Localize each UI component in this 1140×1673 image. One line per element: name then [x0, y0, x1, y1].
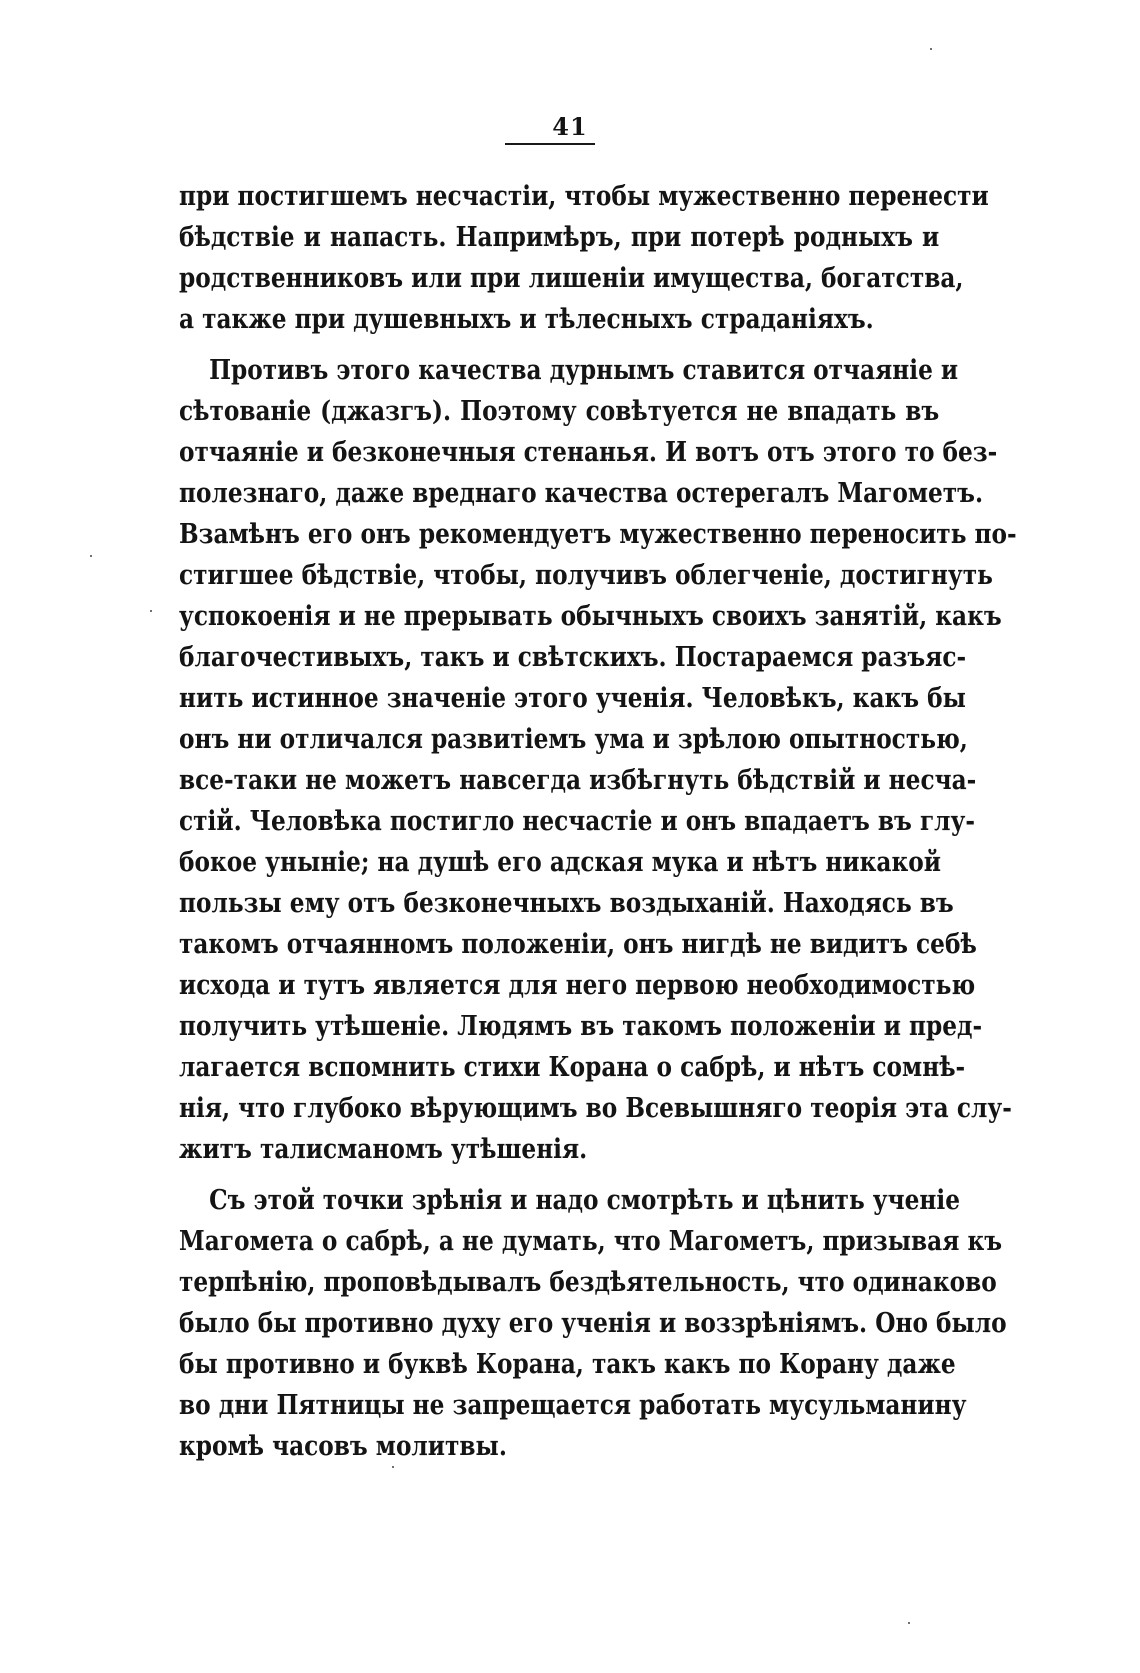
text-line: нія, что глубоко вѣрующимъ во Всевышняго теорія эта слу-: [179, 1093, 1012, 1124]
text-line: при постигшемъ несчастіи, чтобы мужественно перенести: [179, 181, 989, 212]
text-line: успокоенія и не прерывать обычныхъ своихъ занятій, какъ: [179, 601, 1002, 632]
text-line: бѣдствіе и напасть. Напримѣръ, при потерѣ родныхъ и: [179, 222, 940, 253]
scan-speck: [392, 1466, 394, 1468]
paragraph-gap: [179, 340, 939, 350]
text-line: а также при душевныхъ и тѣлесныхъ страданіяхъ.: [179, 304, 874, 335]
text-line: благочестивыхъ, такъ и свѣтскихъ. Постараемся разъяс-: [179, 642, 967, 673]
text-line: получить утѣшеніе. Людямъ въ такомъ положеніи и пред-: [179, 1011, 983, 1042]
scan-speck: [90, 555, 92, 557]
text-line: такомъ отчаянномъ положеніи, онъ нигдѣ не видитъ себѣ: [179, 929, 977, 960]
text-line: все-таки не можетъ навсегда избѣгнуть бѣдствій и несча-: [179, 765, 977, 796]
text-line: было бы противно духу его ученія и воззрѣніямъ. Оно было: [179, 1308, 1007, 1339]
scan-speck: [930, 48, 932, 50]
text-line: терпѣнію, проповѣдывалъ бездѣятельность, что одинаково: [179, 1267, 997, 1298]
text-line: стій. Человѣка постигло несчастіе и онъ впадаетъ въ глу-: [179, 806, 976, 837]
text-line: родственниковъ или при лишеніи имущества, богатства,: [179, 263, 964, 294]
text-line: бокое уныніе; на душѣ его адская мука и нѣтъ никакой: [179, 847, 941, 878]
scan-speck: [150, 610, 152, 612]
paragraph-2: [179, 350, 1017, 1170]
paragraph-3: [179, 1180, 1007, 1467]
text-line: кромѣ часовъ молитвы.: [179, 1431, 507, 1462]
text-line: отчаяніе и безконечныя стенанья. И вотъ отъ этого то без-: [179, 437, 998, 468]
paragraph-gap: [179, 1170, 939, 1180]
header-rule: [505, 143, 595, 145]
body-text: [179, 176, 1017, 1467]
text-line: лагается вспомнить стихи Корана о сабрѣ, и нѣтъ сомнѣ-: [179, 1052, 966, 1083]
text-line: пользы ему отъ безконечныхъ воздыханій. Находясь въ: [179, 888, 954, 919]
text-line: Противъ этого качества дурнымъ ставится отчаяніе и: [209, 355, 959, 386]
text-line: полезнаго, даже вреднаго качества остерегалъ Магометъ.: [179, 478, 984, 509]
scan-speck: [908, 1622, 910, 1624]
text-line: стигшее бѣдствіе, чтобы, получивъ облегченіе, достигнуть: [179, 560, 993, 591]
text-line: исхода и тутъ является для него первою необходимостью: [179, 970, 976, 1001]
text-line: сѣтованіе (джазгъ). Поэтому совѣтуется не впадать въ: [179, 396, 940, 427]
text-line: нить истинное значеніе этого ученія. Человѣкъ, какъ бы: [179, 683, 966, 714]
text-line: во дни Пятницы не запрещается работать мусульманину: [179, 1390, 967, 1421]
text-line: Взамѣнъ его онъ рекомендуетъ мужественно переносить по-: [179, 519, 1017, 550]
paragraph-1: [179, 176, 989, 340]
page-number: 41: [552, 112, 588, 141]
text-line: житъ талисманомъ утѣшенія.: [179, 1134, 588, 1165]
text-line: онъ ни отличался развитіемъ ума и зрѣлою опытностью,: [179, 724, 968, 755]
text-line: бы противно и буквѣ Корана, такъ какъ по Корану даже: [179, 1349, 956, 1380]
text-line: Съ этой точки зрѣнія и надо смотрѣть и цѣнить ученіе: [209, 1185, 961, 1216]
text-line: Магомета о сабрѣ, а не думать, что Магометъ, призывая къ: [179, 1226, 1003, 1257]
